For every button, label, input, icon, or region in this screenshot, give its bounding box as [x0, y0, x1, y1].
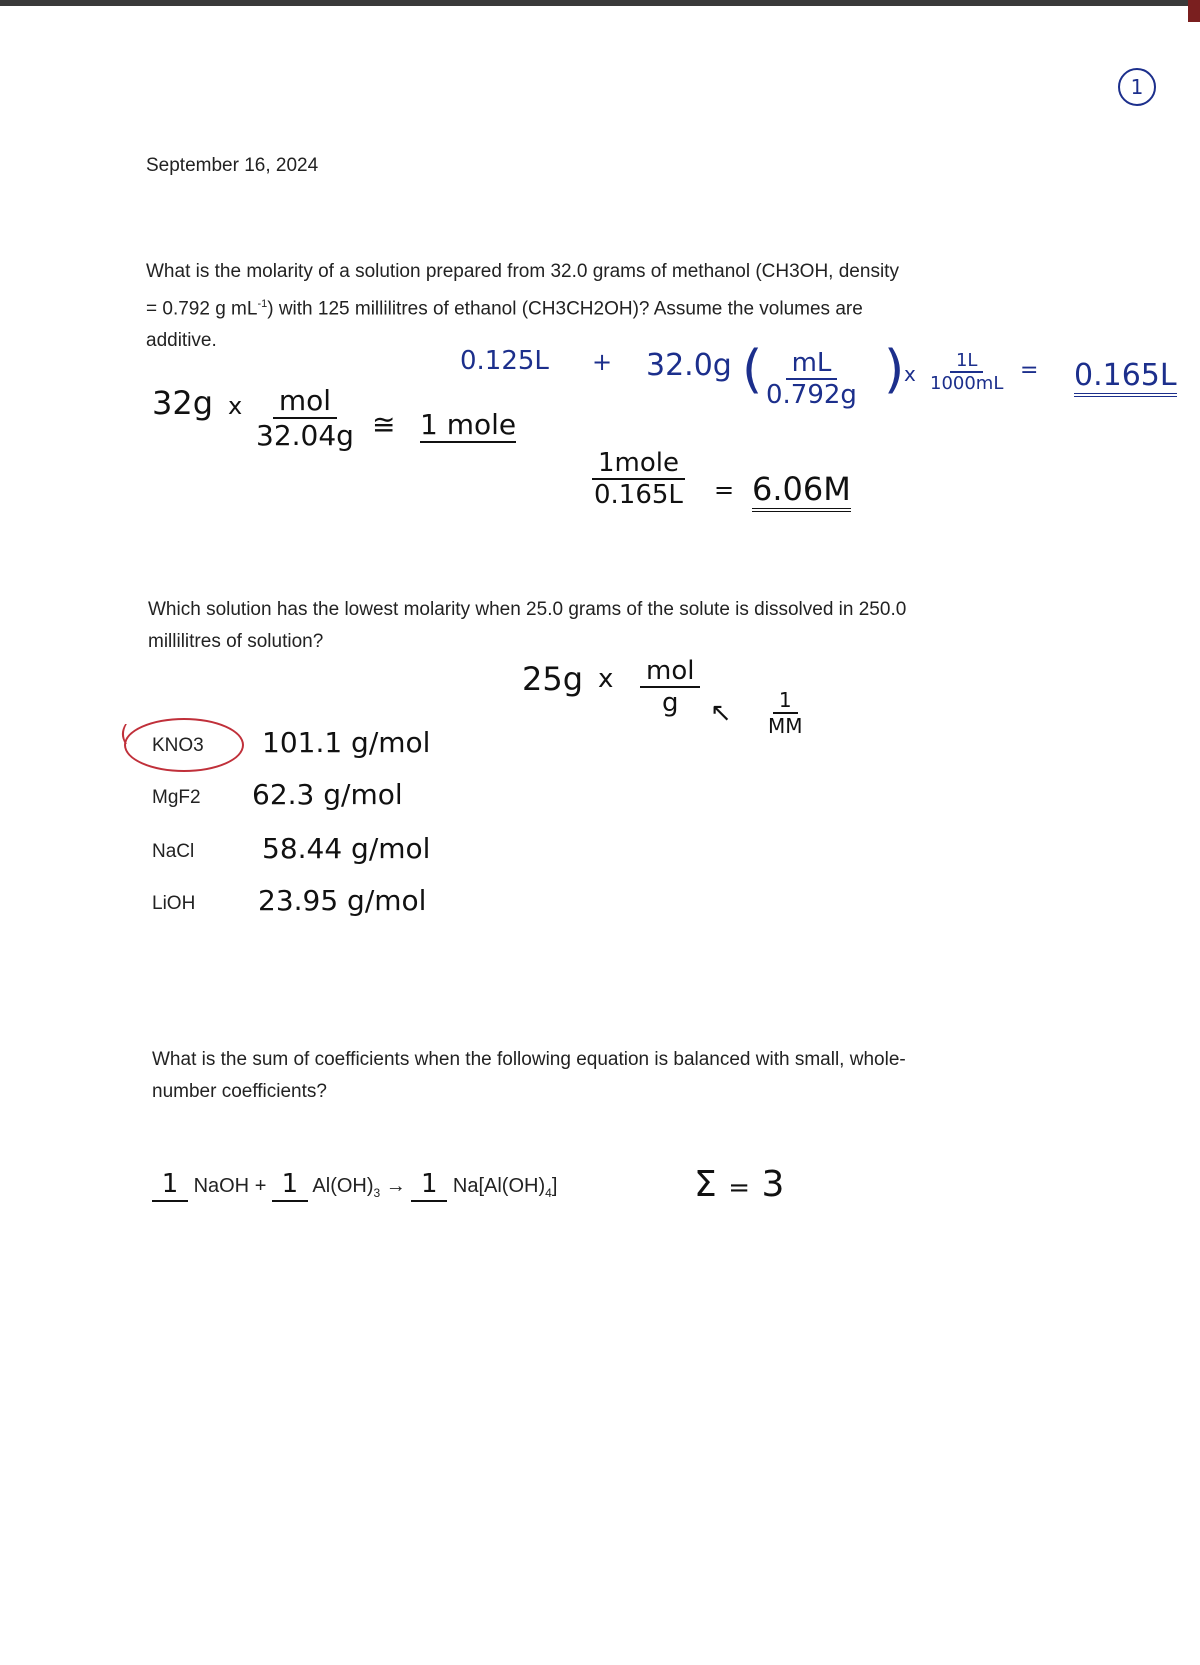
question-2-line-2: millilitres of solution? — [148, 631, 324, 652]
solute-molar-mass-1: 62.3 g/mol — [252, 778, 403, 811]
coefficient-3: 1 — [411, 1168, 447, 1202]
work2-fraction — [640, 656, 700, 718]
work2-reciprocal — [762, 688, 809, 738]
question-1-line-3: additive. — [146, 330, 217, 352]
solute-molar-mass-0: 101.1 g/mol — [262, 726, 431, 759]
solute-molar-mass-3: 23.95 g/mol — [258, 884, 427, 917]
work1-paren-open: ( — [742, 340, 763, 400]
sum-value: 3 — [761, 1164, 785, 1205]
coefficient-sum — [694, 1164, 784, 1205]
solute-name-0: KNO3 — [152, 735, 204, 756]
scan-edge-top — [0, 0, 1200, 6]
work1-total-volume: 0.165L — [1074, 358, 1177, 397]
work1-density-num: mL — [786, 348, 838, 380]
work1-result-mole: 1 mole — [420, 408, 517, 441]
work1-molarity-num: 1mole — [592, 448, 685, 480]
date: September 16, 2024 — [146, 155, 319, 176]
question-1 — [146, 256, 899, 357]
solute-name-1: MgF2 — [152, 787, 201, 808]
work1-mass-methanol: 32.0g — [646, 348, 732, 383]
solute-molar-mass-2: 58.44 g/mol — [262, 832, 431, 865]
work1-equals2: = — [714, 476, 735, 504]
work1-density-den: 0.792g — [766, 380, 857, 410]
question-2 — [148, 594, 906, 658]
work1-mass: 32g — [152, 384, 214, 422]
work1-molar-num: mol — [273, 384, 337, 419]
question-2-line-1: Which solution has the lowest molarity when 25.0 grams of the solute is dissolved in 250.0 — [148, 599, 907, 620]
work2-mm: MM — [768, 714, 803, 738]
species-naaloh4: $Na[Al(OH)_4]$ — [452, 1175, 558, 1200]
question-3-line-2: number coefficients? — [152, 1081, 327, 1102]
work1-conv-den: 1000mL — [930, 373, 1004, 394]
question-3 — [152, 1044, 906, 1108]
work1-times2: x — [904, 362, 916, 386]
sigma-symbol: Σ — [694, 1164, 717, 1205]
sum-equals: = — [728, 1173, 750, 1203]
work1-conv-num: 1L — [950, 350, 983, 373]
solute-name-2: NaCl — [152, 841, 195, 862]
work1-molarity-fraction — [588, 448, 689, 510]
equation-arrow: → — [385, 1175, 406, 1197]
work1-density-fraction — [760, 348, 863, 410]
coefficient-1: 1 — [152, 1168, 188, 1202]
page-number: 1 — [1130, 75, 1144, 99]
coefficient-2: 1 — [272, 1168, 308, 1202]
page-number-circle — [1118, 68, 1156, 106]
work2-frac-den: g — [661, 688, 679, 718]
work1-times: x — [228, 392, 243, 420]
arrow-mark: ↖ — [710, 698, 732, 728]
work1-approx: ≅ — [372, 408, 396, 441]
work1-plus: + — [592, 348, 613, 376]
work1-vol-ethanol: 0.125L — [460, 346, 549, 376]
chemical-equation — [152, 1168, 557, 1209]
work1-molarity-den: 0.165L — [594, 480, 683, 510]
question-1-line-2: = 0.792 g $mL^{-1}$) with 125 millilitres of ethanol (CH3CH2OH)? Assume the volumes are — [146, 298, 863, 320]
work2-times: x — [598, 664, 614, 694]
question-1-line-1: What is the molarity of a solution prepared from 32.0 grams of methanol (CH3OH, density — [146, 261, 899, 282]
work2-one: 1 — [773, 688, 798, 714]
species-aloh3: $Al(OH)_3$ — [312, 1175, 381, 1200]
equation-plus: + — [254, 1175, 267, 1197]
work1-equals: = — [1020, 358, 1039, 383]
work2-frac-num: mol — [640, 656, 700, 688]
work1-molarity: 6.06M — [752, 470, 851, 512]
solute-name-3: LiOH — [152, 893, 196, 914]
scan-edge-right — [1188, 0, 1200, 22]
work1-paren-close: ) — [884, 340, 905, 400]
question-3-line-1: What is the sum of coefficients when the following equation is balanced with small, whole- — [152, 1049, 906, 1070]
work1-molar-den: 32.04g — [256, 419, 354, 452]
work1-conversion-fraction — [924, 350, 1009, 394]
species-naoh: NaOH — [193, 1175, 250, 1197]
work2-mass: 25g — [522, 660, 584, 698]
work1-molar-fraction — [250, 384, 360, 452]
answer-mark: ( — [120, 722, 129, 747]
